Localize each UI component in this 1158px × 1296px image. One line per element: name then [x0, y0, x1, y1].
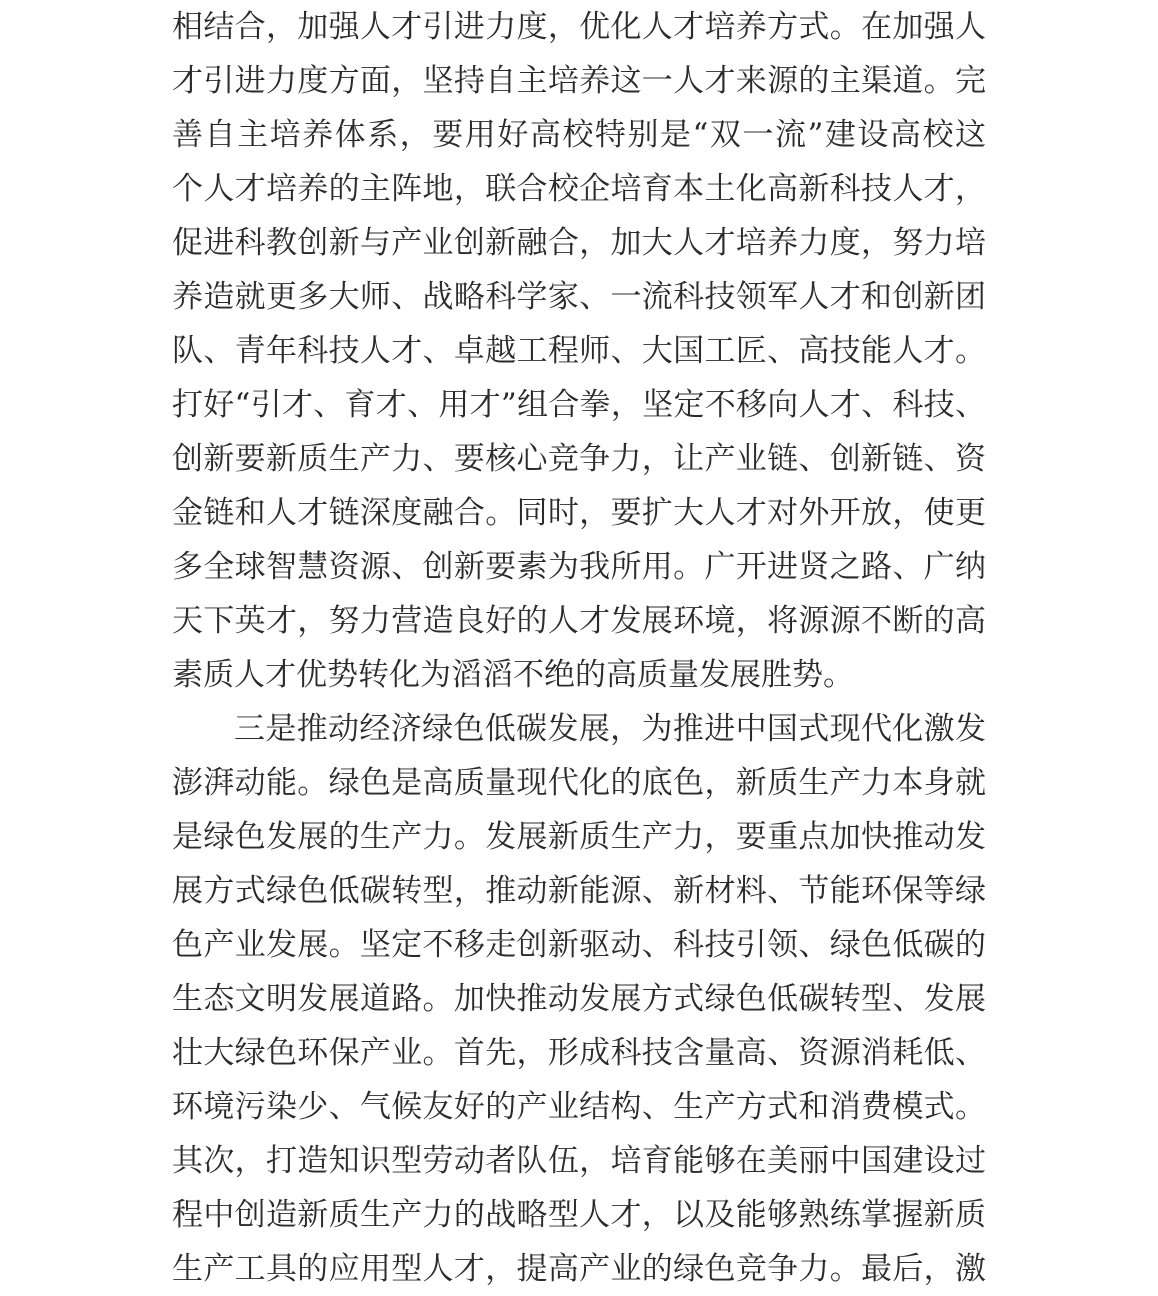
text-line: 程中创造新质生产力的战略型人才，以及能够熟练掌握新质: [172, 1197, 986, 1233]
text-line: 三是推动经济绿色低碳发展，为推进中国式现代化激发: [234, 711, 986, 747]
text-line: 金链和人才链深度融合。同时，要扩大人才对外开放，使更: [172, 495, 986, 531]
text-line: 个人才培养的主阵地，联合校企培育本土化高新科技人才，: [172, 171, 986, 207]
text-line: 澎湃动能。绿色是高质量现代化的底色，新质生产力本身就: [172, 765, 986, 801]
text-line: 生态文明发展道路。加快推动发展方式绿色低碳转型、发展: [172, 981, 986, 1017]
text-line: 打好“引才、育才、用才”组合拳，坚定不移向人才、科技、: [172, 387, 986, 423]
text-line: 展方式绿色低碳转型，推动新能源、新材料、节能环保等绿: [172, 873, 986, 909]
text-line: 多全球智慧资源、创新要素为我所用。广开进贤之路、广纳: [172, 549, 986, 585]
text-line: 才引进力度方面，坚持自主培养这一人才来源的主渠道。完: [172, 63, 986, 99]
text-line: 善自主培养体系，要用好高校特别是“双一流”建设高校这: [172, 117, 986, 153]
text-line: 创新要新质生产力、要核心竞争力，让产业链、创新链、资: [172, 441, 986, 477]
text-line: 素质人才优势转化为滔滔不绝的高质量发展胜势。: [172, 657, 854, 693]
text-line: 队、青年科技人才、卓越工程师、大国工匠、高技能人才。: [172, 333, 986, 369]
text-line: 养造就更多大师、战略科学家、一流科技领军人才和创新团: [172, 279, 986, 315]
text-line: 天下英才，努力营造良好的人才发展环境，将源源不断的高: [172, 603, 986, 639]
text-line: 色产业发展。坚定不移走创新驱动、科技引领、绿色低碳的: [172, 927, 986, 963]
document-text: [172, 0, 986, 1296]
text-line: 壮大绿色环保产业。首先，形成科技含量高、资源消耗低、: [172, 1035, 986, 1071]
text-line: 生产工具的应用型人才，提高产业的绿色竞争力。最后，激: [172, 1251, 986, 1287]
text-line: 是绿色发展的生产力。发展新质生产力，要重点加快推动发: [172, 819, 986, 855]
text-line: 促进科教创新与产业创新融合，加大人才培养力度，努力培: [172, 225, 986, 261]
text-line: 相结合，加强人才引进力度，优化人才培养方式。在加强人: [172, 9, 986, 45]
text-line: 环境污染少、气候友好的产业结构、生产方式和消费模式。: [172, 1089, 986, 1125]
text-line: 其次，打造知识型劳动者队伍，培育能够在美丽中国建设过: [172, 1143, 986, 1179]
